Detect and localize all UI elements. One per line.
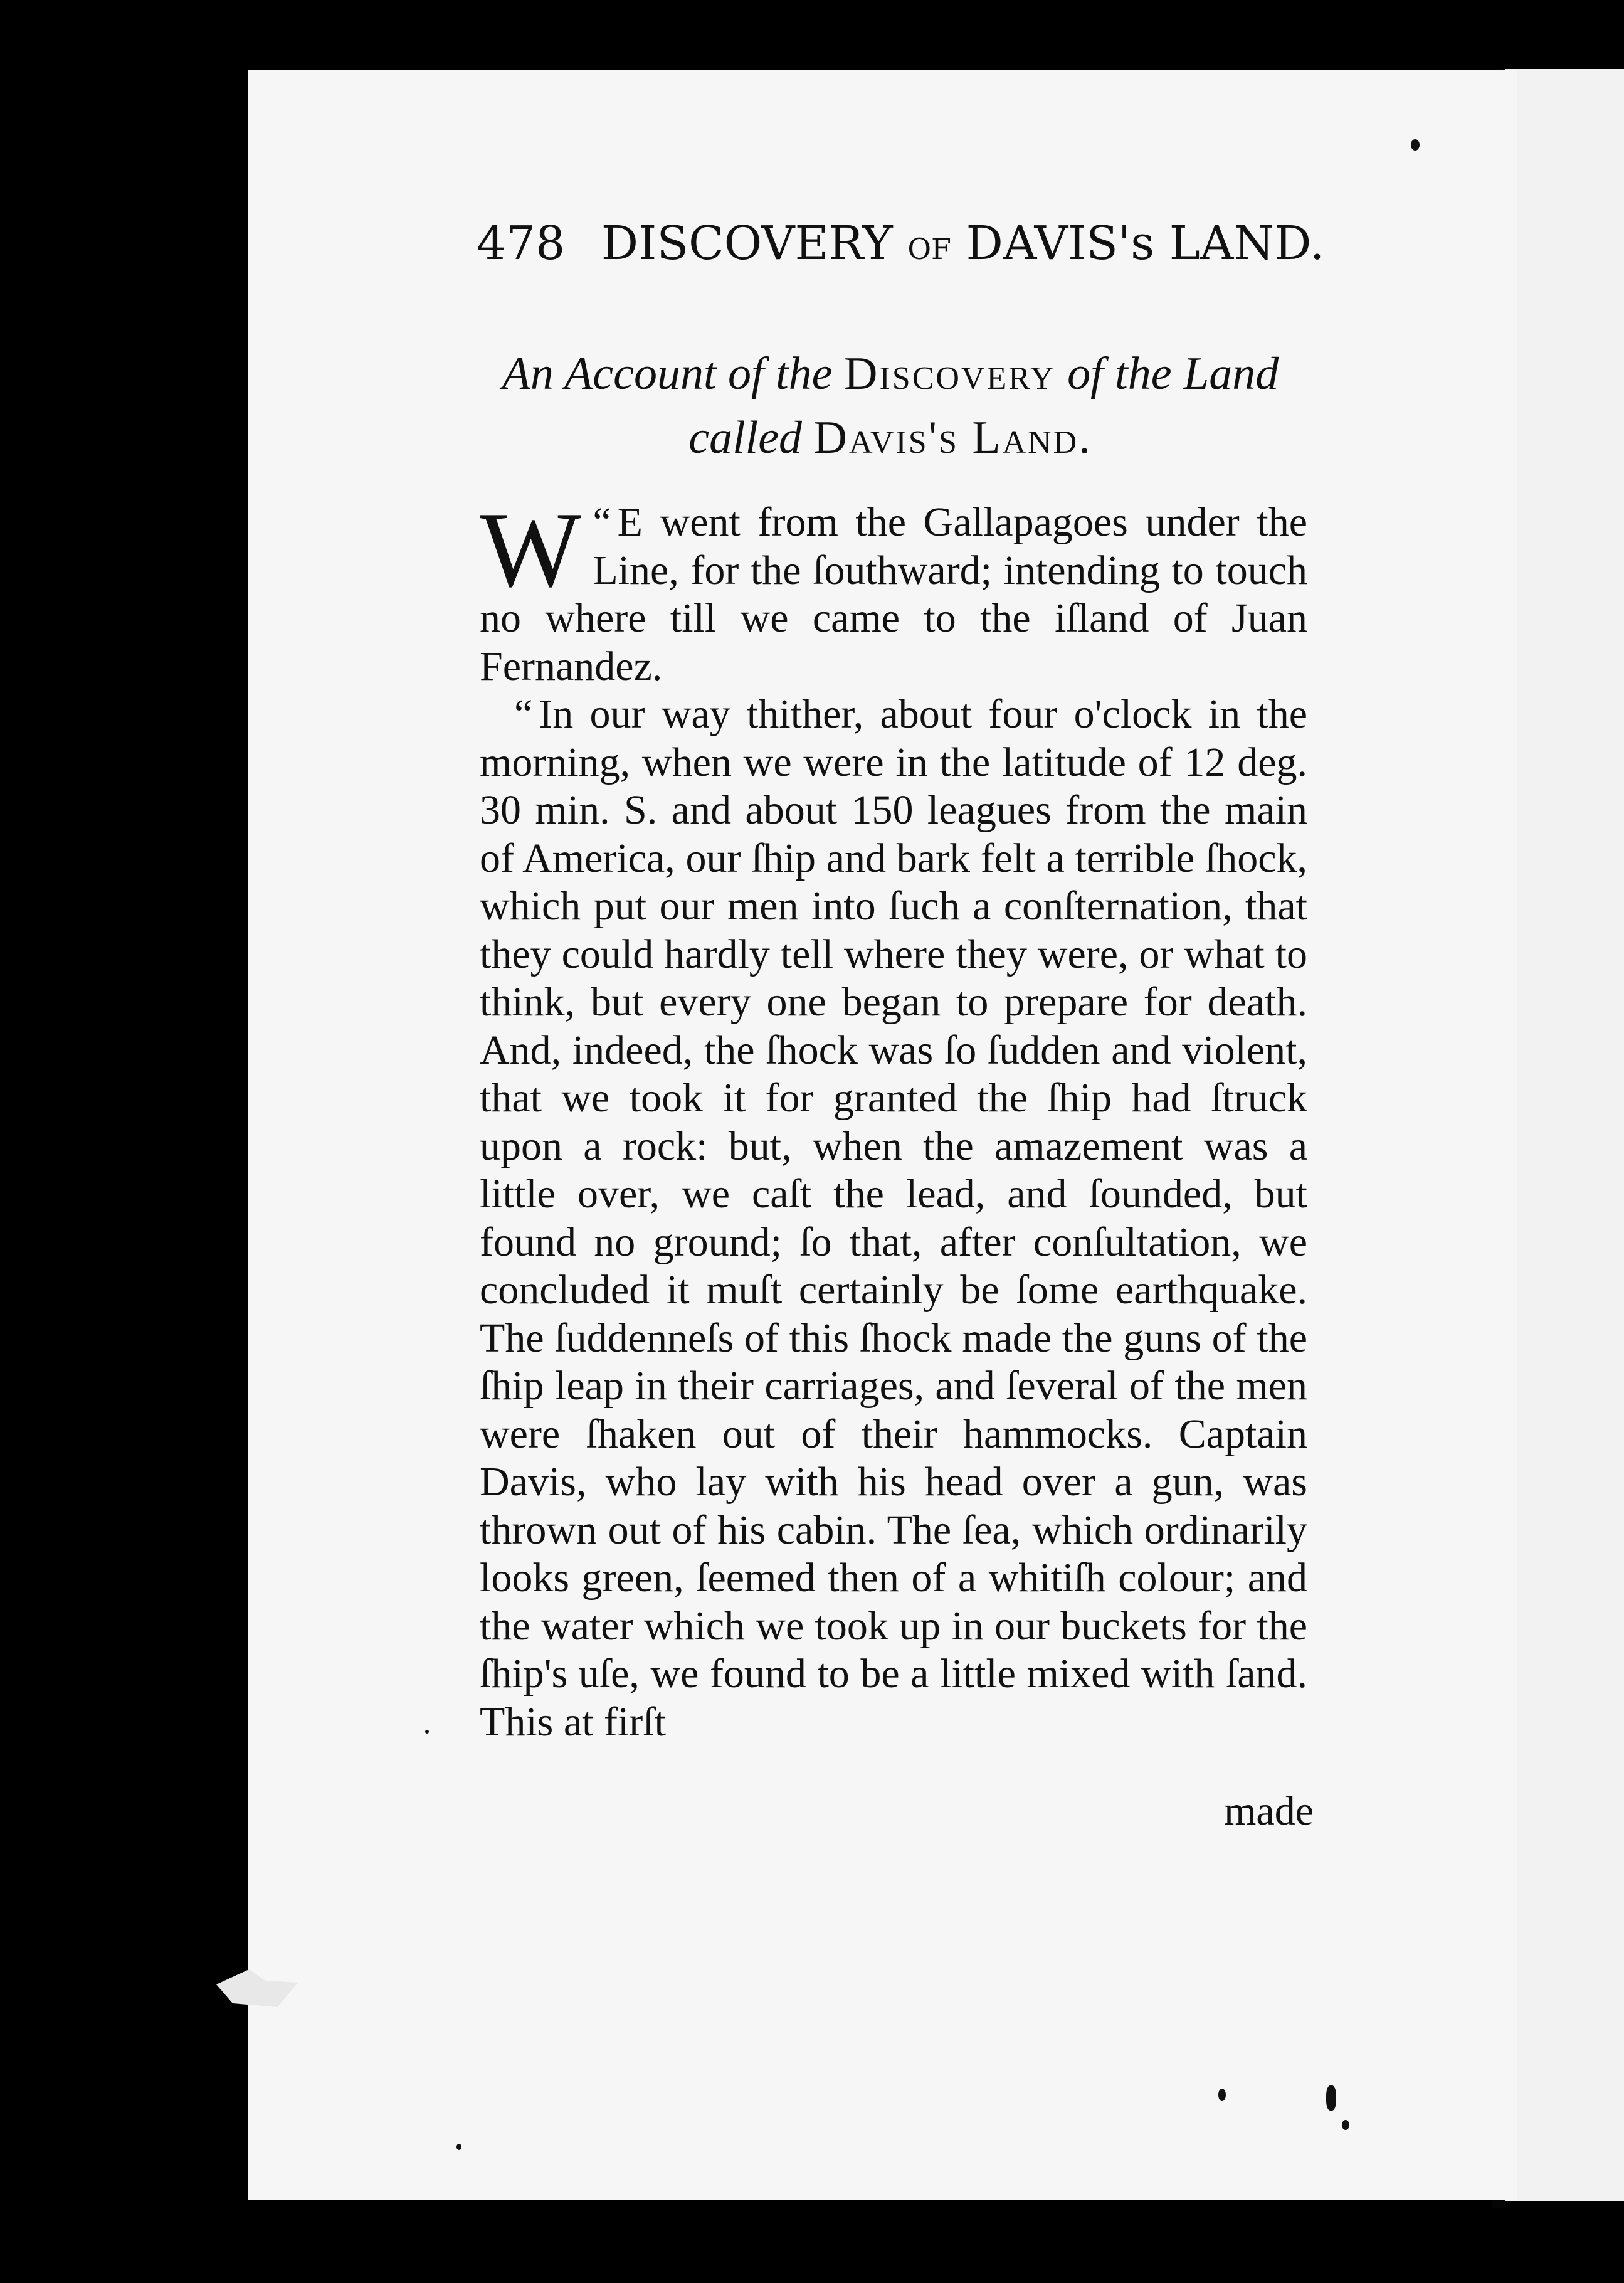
ink-speck [1342, 2120, 1349, 2130]
paragraph-1-text: E went from the Gallapagoes under the Line, for the ſouthward; intending to touch no where till we came to the iſland of Juan Fernandez. [480, 499, 1307, 689]
heading-line1-italic-a: An Account of the [502, 348, 833, 400]
facing-page-edge [1505, 69, 1624, 2201]
drop-cap: W [480, 490, 582, 610]
running-title-part2: DAVIS's LAND. [966, 216, 1325, 270]
paragraph-2 [480, 691, 1307, 1746]
heading-line2-caps: Davis's Land. [813, 412, 1092, 463]
running-title-of: OF [907, 232, 951, 266]
page-number: 478 [477, 216, 566, 270]
catchword: made [1224, 1788, 1314, 1834]
heading-line2-italic: called [688, 412, 803, 463]
paragraph-2-text: In our way thither, about four o'clock in the morning, when we were in the latitude of 12 deg. 30 min. S. and about 150 leagues from the main of America, our ſhip and bark felt a terrible ſhock, which put our men into ſuch a conſternation, that they could hardly tell where they were, or what to think, but every one began to prepare for death. And, indeed, the ſhock was ſo ſudden and violent, that we took it for granted the ſhip had ſtruck upon a rock: but, when the amazement was a little over, we caſt the lead, and ſounded, but found no ground; ſo that, after conſultation, we concluded it muſt certainly be ſome earthquake. The ſuddenneſs of this ſhock made the guns of the ſhip leap in their carriages, and ſeveral of the men were ſhaken out of their hammocks. Captain Davis, who lay with his head over a gun, was thrown out of his cabin. The ſea, which ordinarily looks green, ſeemed then of a whitiſh colour; and the water which we took up in our buckets for the ſhip's uſe, we found to be a little mixed with ſand. This at firſt [480, 691, 1307, 1745]
running-head [477, 216, 1325, 285]
ink-speck [425, 1730, 429, 1734]
open-quote: “ [593, 499, 611, 545]
running-title-part1: DISCOVERY [601, 216, 893, 270]
ink-speck [456, 2144, 461, 2150]
body-text [480, 490, 1307, 1746]
heading-line1-italic-b: of the Land [1067, 348, 1279, 400]
heading-line1-caps: Discovery [844, 348, 1056, 400]
ink-speck [1218, 2089, 1226, 2101]
chapter-heading [477, 342, 1304, 470]
paragraph-1 [480, 490, 1307, 691]
ink-speck [1411, 139, 1420, 151]
ink-speck [1326, 2085, 1336, 2111]
open-quote: “ [514, 691, 533, 737]
